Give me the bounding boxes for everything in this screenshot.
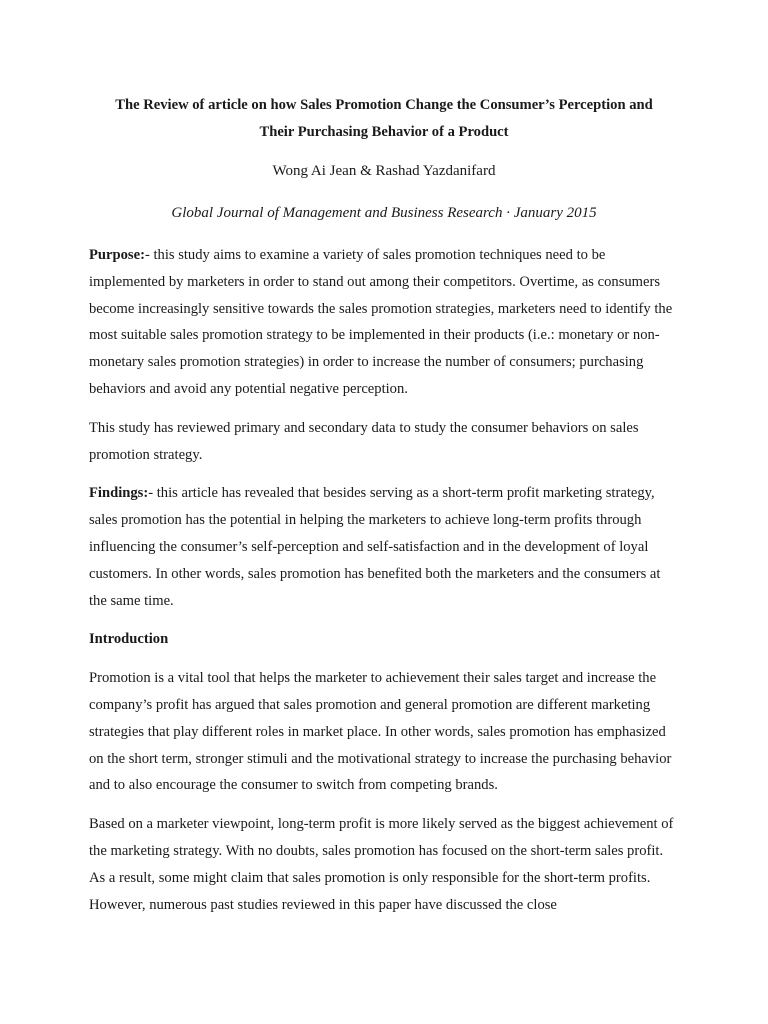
journal-citation: Global Journal of Management and Business Research · January 2015: [171, 205, 597, 221]
introduction-paragraph-2: Based on a marketer viewpoint, long-term profit is more likely served as the biggest achievement of the marketing strategy. With no doubts, sales promotion has focused on the short-term sales profit. As a result, some might claim that sales promotion is only responsible for the short-term profits. However, numerous past studies reviewed in this paper have discussed the close: [89, 816, 674, 913]
findings-label: Findings:: [89, 485, 149, 502]
introduction-heading: Introduction: [89, 631, 169, 648]
purpose-paragraph: [89, 242, 679, 403]
study-paragraph: This study has reviewed primary and secondary data to study the consumer behaviors on sales promotion strategy.: [89, 419, 639, 463]
purpose-label: Purpose:: [89, 247, 145, 263]
introduction-paragraph-1: Promotion is a vital tool that helps the marketer to achievement their sales target and increase the company’s profit has argued that sales promotion and general promotion are different marketing strategies that play different roles in market place. In other words, sales promotion has emphasized on the short term, stronger stimuli and the motivational strategy to increase the purchasing behavior and to also encourage the consumer to switch from competing brands.: [89, 670, 672, 794]
title-line-1: The Review of article on how Sales Promotion Change the Consumer’s Perception and: [115, 97, 653, 113]
authors-line: Wong Ai Jean & Rashad Yazdanifard: [272, 163, 496, 179]
document-title: [89, 92, 679, 146]
findings-text: - this article has revealed that besides serving as a short-term profit marketing strategy, sales promotion has the potential in helping the marketers to achieve long-term profits through influencing the consumer’s self-perception and self-satisfaction and in the development of loyal customers. In other words, sales promotion has benefited both the marketers and the consumers at the same time.: [89, 485, 661, 609]
title-line-2: Their Purchasing Behavior of a Product: [259, 124, 509, 140]
findings-paragraph: [89, 480, 679, 614]
purpose-text: - this study aims to examine a variety of sales promotion techniques need to be implemented by marketers in order to stand out among their competitors. Overtime, as consumers become increasingly sensitive towards the sales promotion strategies, marketers need to identify the most suitable sales promotion strategy to be implemented in their products (i.e.: monetary or non-monetary sales promotion strategies) in order to increase the number of consumers; purchasing behaviors and avoid any potential negative perception.: [89, 247, 673, 397]
